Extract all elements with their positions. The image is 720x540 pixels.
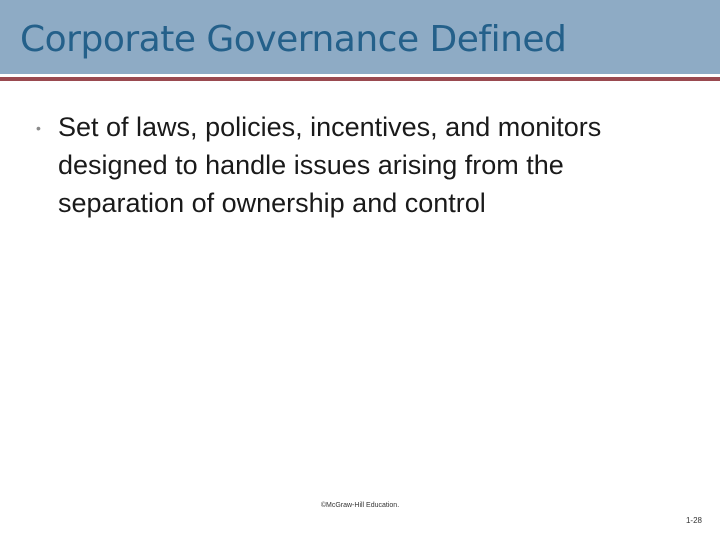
accent-rule: [0, 77, 720, 81]
slide-body: [36, 108, 676, 222]
bullet-marker: •: [36, 120, 41, 136]
copyright-footer: ©McGraw-Hill Education.: [320, 502, 400, 509]
page-number: 1-28: [685, 516, 702, 525]
bullet-text: Set of laws, policies, incentives, and monitors designed to handle issues arising from the separation of ownership and control: [58, 112, 602, 218]
bullet-item: [36, 108, 676, 222]
slide-title: Corporate Governance Defined: [20, 19, 567, 60]
